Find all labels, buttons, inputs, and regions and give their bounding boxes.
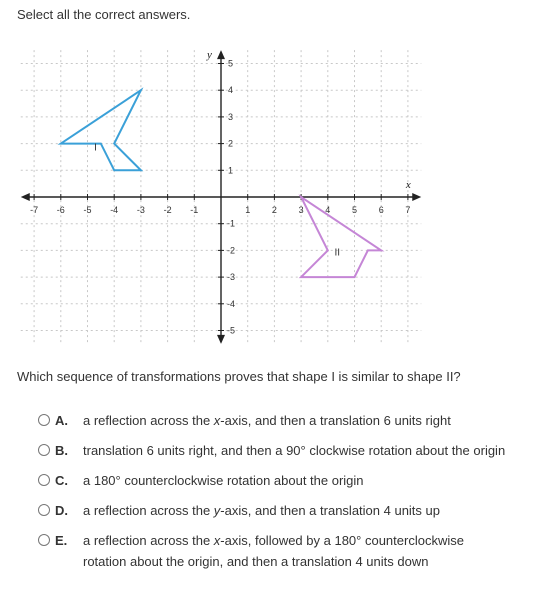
arrow-down-icon [217, 335, 225, 344]
x-tick-label: 7 [405, 205, 411, 215]
arrow-right-icon [412, 193, 421, 201]
shape-ii [298, 197, 381, 277]
arrow-up-icon [217, 50, 225, 59]
option-b[interactable] [38, 440, 505, 461]
option-letter: C. [55, 473, 68, 488]
x-tick-label: -1 [190, 205, 199, 215]
y-axis-label: y [207, 49, 212, 62]
x-tick-label: 6 [378, 205, 384, 215]
option-letter: E. [55, 533, 68, 548]
x-tick-label: -2 [163, 205, 172, 215]
shape-ii-label: II [334, 247, 341, 259]
y-tick-label: -5 [227, 325, 236, 336]
option-e[interactable] [38, 530, 464, 572]
y-tick-label: 5 [228, 58, 234, 69]
x-tick-label: 1 [245, 205, 251, 215]
option-text: a reflection across the y-axis, and then a translation 4 units up [83, 503, 440, 518]
x-tick-label: 2 [271, 205, 277, 215]
y-tick-label: -2 [227, 245, 236, 256]
option-c[interactable] [38, 470, 364, 491]
radio-icon[interactable] [38, 504, 50, 516]
option-d[interactable] [38, 500, 440, 521]
y-tick-label: -3 [227, 272, 236, 283]
shape-i-label: I [94, 142, 97, 154]
radio-icon[interactable] [38, 534, 50, 546]
option-letter: A. [55, 413, 68, 428]
x-tick-label: -5 [83, 205, 92, 215]
instruction-text: Select all the correct answers. [17, 7, 191, 22]
x-tick-label: 4 [325, 205, 331, 215]
option-letter: D. [55, 503, 68, 518]
option-text: a reflection across the x-axis, followed by a 180° counterclockwise rotation about the origin, and then a translation 4 units down [83, 533, 464, 569]
y-tick-label: 3 [228, 111, 234, 122]
option-a[interactable] [38, 410, 451, 431]
x-tick-label: 5 [351, 205, 358, 215]
question-text: Which sequence of transformations proves that shape I is similar to shape II? [17, 369, 461, 384]
x-tick-label: -3 [136, 205, 145, 215]
y-tick-label: -4 [227, 298, 236, 309]
x-tick-label: -6 [56, 205, 65, 215]
x-tick-label: 3 [298, 205, 304, 215]
graph-canvas [15, 40, 425, 365]
y-tick-label: -1 [227, 218, 236, 229]
radio-icon[interactable] [38, 444, 50, 456]
radio-icon[interactable] [38, 474, 50, 486]
option-text: a 180° counterclockwise rotation about the origin [83, 473, 364, 488]
option-text: translation 6 units right, and then a 90° clockwise rotation about the origin [83, 443, 506, 458]
coordinate-graph [15, 40, 425, 365]
y-tick-label: 4 [228, 85, 234, 96]
x-tick-label: -7 [30, 205, 39, 215]
option-letter: B. [55, 443, 68, 458]
shape-i [61, 90, 141, 170]
y-tick-label: 2 [228, 138, 234, 149]
arrow-left-icon [21, 193, 30, 201]
x-axis-label: x [405, 179, 411, 191]
option-text: a reflection across the x-axis, and then a translation 6 units right [83, 413, 451, 428]
y-tick-label: 1 [228, 165, 234, 176]
radio-icon[interactable] [38, 414, 50, 426]
x-tick-label: -4 [110, 205, 119, 215]
